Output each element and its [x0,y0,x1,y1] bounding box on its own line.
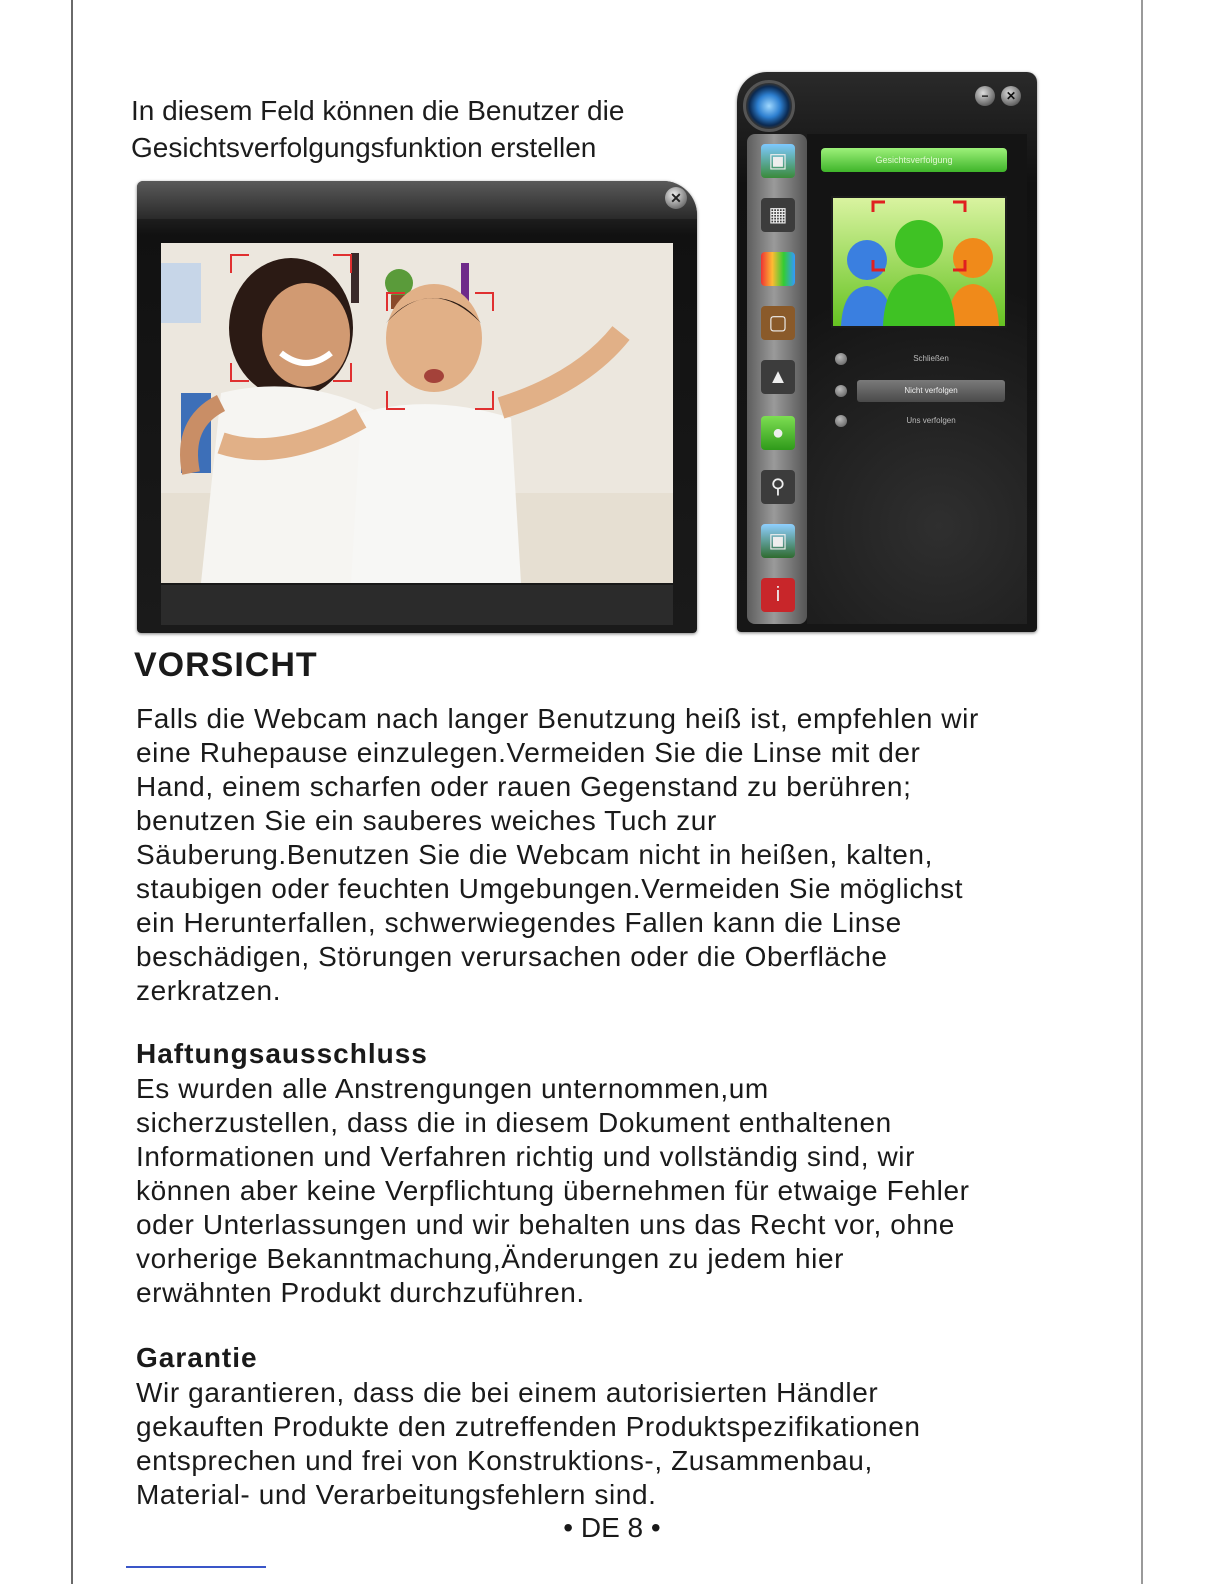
caution-paragraph [136,702,1096,1008]
info-icon[interactable]: i [761,578,795,612]
radio-icon[interactable] [835,353,847,365]
rainbow-icon[interactable] [761,252,795,286]
warranty-line: Wir garantieren, dass die bei einem autorisierten Händler [136,1377,879,1408]
app-logo-icon [743,80,795,132]
face-tracking-preview [831,196,1007,328]
footer-rule [126,1566,266,1568]
face-icon[interactable]: ● [761,416,795,450]
disclaimer-heading: Haftungsausschluss [136,1038,428,1069]
option-label: Nicht verfolgen [857,380,1005,402]
tool-rail [747,134,807,624]
minimize-button[interactable]: − [975,86,995,106]
option-label: Schließen [913,354,949,363]
caution-line: Säuberung.Benutzen Sie die Webcam nicht in heißen, kalten, [136,839,933,870]
disclaimer-line: sicherzustellen, dass die in diesem Dokument enthaltenen [136,1107,892,1138]
option-label: Uns verfolgen [906,416,956,425]
intro-text [131,92,711,166]
caution-line: benutzen Sie ein sauberes weiches Tuch zur [136,805,717,836]
zoom-icon[interactable]: ⚲ [761,470,795,504]
disclaimer-line: vorherige Bekanntmachung,Änderungen zu jedem hier [136,1243,845,1274]
preview-titlebar[interactable] [137,181,697,219]
warranty-line: Material- und Verarbeitungsfehlern sind. [136,1479,657,1510]
camera-view [161,243,673,583]
frame-icon[interactable]: ▦ [761,198,795,232]
border-icon[interactable]: ▢ [761,306,795,340]
panel-close-button[interactable]: ✕ [1001,86,1021,106]
disclaimer-line: erwähnten Produkt durchzuführen. [136,1277,585,1308]
camera-photo [161,243,673,583]
disclaimer-line: oder Unterlassungen und wir behalten uns das Recht vor, ohne [136,1209,955,1240]
radio-icon[interactable] [835,385,847,397]
caution-line: eine Ruhepause einzulegen.Vermeiden Sie die Linse mit der [136,737,921,768]
warranty-line: gekauften Produkte den zutreffenden Produktspezifikationen [136,1411,921,1442]
caution-line: beschädigen, Störungen verursachen oder die Oberfläche [136,941,888,972]
page-number: • DE 8 • [563,1512,661,1543]
intro-line-1: In diesem Feld können die Benutzer die [131,95,625,126]
option-track-us[interactable] [835,410,1005,432]
disclaimer-line: Es wurden alle Anstrengungen unternommen,um [136,1073,769,1104]
disclaimer-line: können aber keine Verpflichtung übernehmen für etwaige Fehler [136,1175,970,1206]
radio-icon[interactable] [835,415,847,427]
face-tracking-button[interactable]: Gesichtsverfolgung [821,148,1007,172]
warranty-heading: Garantie [136,1342,258,1373]
preview-statusbar [161,585,673,625]
photo-icon[interactable]: ▣ [761,524,795,558]
option-do-not-track[interactable] [835,380,1005,402]
caution-line: ein Herunterfallen, schwerwiegendes Fallen kann die Linse [136,907,902,938]
magic-hat-icon[interactable]: ▲ [761,360,795,394]
page-border-left [71,0,73,1584]
panel-content [807,134,1027,624]
caution-line: zerkratzen. [136,975,282,1006]
option-close[interactable] [835,348,1005,370]
control-panel-window [737,72,1037,632]
close-button[interactable]: ✕ [665,187,687,209]
intro-line-2: Gesichtsverfolgungsfunktion erstellen [131,132,597,163]
caution-line: Hand, einem scharfen oder rauen Gegenstand zu berühren; [136,771,912,802]
page-border-right [1141,0,1143,1584]
caution-line: staubigen oder feuchten Umgebungen.Vermeiden Sie möglichst [136,873,964,904]
caution-line: Falls die Webcam nach langer Benutzung heiß ist, empfehlen wir [136,703,979,734]
disclaimer-line: Informationen und Verfahren richtig und vollständig sind, wir [136,1141,916,1172]
picture-icon[interactable]: ▣ [761,144,795,178]
caution-heading: VORSICHT [134,646,318,684]
disclaimer-paragraph [136,1072,1096,1310]
webcam-preview-window [137,181,697,633]
warranty-paragraph [136,1376,1096,1512]
warranty-line: entsprechen und frei von Konstruktions-, Zusammenbau, [136,1445,873,1476]
avatar-illustration [833,198,1005,326]
